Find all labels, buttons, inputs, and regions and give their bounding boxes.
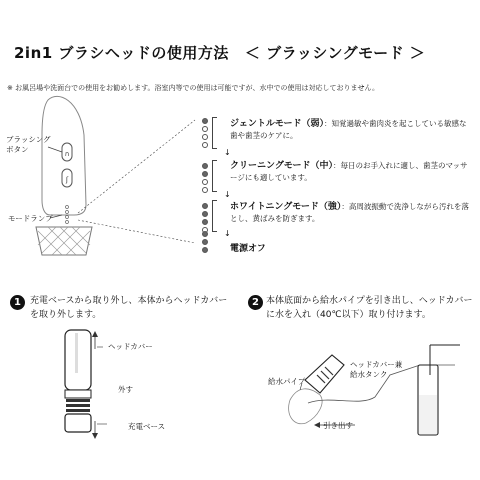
lamp-dot: [202, 239, 208, 245]
lamp-group-off: [202, 231, 208, 253]
brushing-button-label-line2: ボタン: [6, 145, 29, 154]
tank-label-line2: 給水タンク: [350, 370, 388, 379]
lamp-dot: [202, 134, 208, 140]
mode-gentle-desc: ：知覚過敏や歯肉炎を起こしている敏感な歯や歯茎のケアに。: [230, 119, 467, 140]
mode-lamp-label: モードランプ: [8, 214, 53, 223]
tank-label: [350, 360, 402, 380]
lamp-dot: [202, 203, 208, 209]
charging-base-label: 充電ベース: [128, 422, 166, 431]
down-arrow-icon: ↓: [224, 190, 231, 199]
title-text: 2in1 ブラシヘッドの使用方法: [14, 44, 229, 62]
tank-label-line1: ヘッドカバー兼: [350, 360, 403, 369]
lamp-dot: [202, 171, 208, 177]
power-off-label: 電源オフ: [230, 244, 266, 254]
mode-bracket: [212, 160, 217, 192]
mode-cleaning-name: クリーニングモード（中）: [230, 161, 333, 171]
lamp-group-whitening: [202, 203, 208, 233]
lamp-dot: [202, 187, 208, 193]
mode-bracket: [212, 200, 217, 232]
water-pipe-label: 給水パイプ: [268, 377, 306, 386]
lamp-dot: [202, 142, 208, 148]
mode-gentle-name: ジェントルモード（弱）: [230, 119, 324, 129]
lamp-dot: [202, 247, 208, 253]
brushing-button-label-line1: ブラッシング: [6, 135, 51, 144]
mode-bracket: [212, 117, 217, 149]
lamp-group-cleaning: [202, 163, 208, 193]
usage-note: ※ お風呂場や洗面台での使用をお勧めします。浴室内等での使用は可能ですが、水中での使用は対応しておりません。: [7, 84, 379, 92]
mode-whitening: [230, 201, 470, 224]
svg-text:ʃ: ʃ: [65, 176, 69, 184]
lamp-dot: [202, 163, 208, 169]
lamp-dot: [202, 126, 208, 132]
mode-whitening-name: ホワイトニングモード（強）: [230, 202, 342, 212]
lamp-group-gentle: [202, 118, 208, 148]
svg-text:ก: ก: [64, 150, 70, 158]
toothbrush-illustration: [0, 95, 150, 275]
lamp-dot: [202, 231, 208, 237]
mode-cleaning: [230, 160, 470, 183]
step-2-text: 本体底面から給水パイプを引き出し、ヘッドカバーに水を入れ（40℃以下）取り付けます。: [266, 296, 473, 320]
step-1-badge: 1: [10, 295, 25, 310]
mode-whitening-desc: ：高周波振動で洗浄しながら汚れを落とし、黄ばみを防ぎます。: [230, 202, 469, 223]
page-title: [14, 42, 425, 63]
step-2-badge: 2: [248, 295, 263, 310]
subtitle-text: ＜ ブラッシングモード ＞: [244, 44, 426, 62]
lamp-dot: [202, 118, 208, 124]
head-cover-label: ヘッドカバー: [108, 342, 153, 351]
brushing-button-label: [6, 135, 51, 155]
lamp-dot: [202, 211, 208, 217]
mode-gentle: [230, 118, 470, 141]
mode-cleaning-desc: ：毎日のお手入れに適し、歯茎のマッサージにも適しています。: [230, 161, 468, 182]
pull-out-label: 引き出す: [323, 421, 353, 430]
lamp-dot: [202, 219, 208, 225]
down-arrow-icon: ↓: [224, 148, 231, 157]
lamp-dot: [202, 179, 208, 185]
down-arrow-icon: ↓: [224, 229, 231, 238]
step-1-text: 充電ベースから取り外し、本体からヘッドカバーを取り外します。: [30, 296, 228, 320]
remove-label: 外す: [118, 385, 133, 394]
